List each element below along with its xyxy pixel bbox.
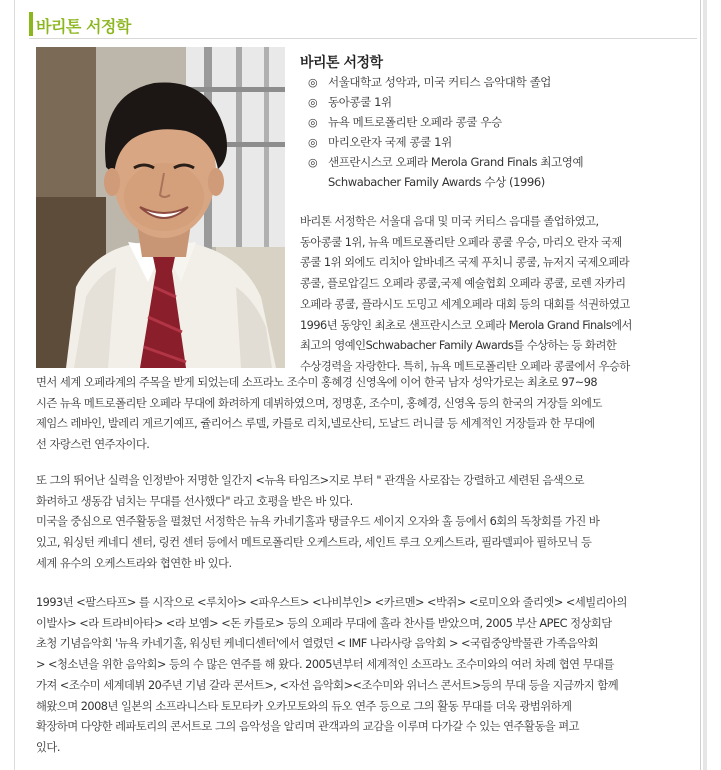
bio-line: 1993년 <팔스타프> 를 시작으로 <루치아> <파우스트> <나비부인> <카르멘> <박쥐> <로미오와 줄리엣> <세빌리아의 [36, 596, 627, 609]
bio-paragraph-2 [36, 471, 688, 575]
bio-line: 1996년 동양인 최초로 샌프란시스코 오페라 Merola Grand Finals에서 [300, 318, 632, 332]
bio-line: 제임스 레바인, 발레리 게르기예프, 쥴리어스 루델, 카를로 리치,넬로산티, 도날드 러니클 등 세계적인 거장들과 한 무대에 [36, 417, 595, 431]
credential-item: ◎ 서울대학교 성악과, 미국 커티스 음악대학 졸업 [308, 72, 583, 92]
credentials-list [308, 72, 583, 192]
bio-line: 가져 <조수미 세계데뷔 20주년 기념 갈라 콘서트>, <자선 음악회><조수미와 위너스 콘서트>등의 무대 등을 지금까지 함께 [36, 678, 619, 692]
section-title: 바리톤 서정학 [36, 17, 131, 36]
bio-line: 면서 세계 오페라계의 주목을 받게 되었는데 소프라노 조수미 홍혜경 신영옥에 이어 한국 남자 성악가로는 최초로 97~98 [36, 376, 598, 389]
bio-line: 또 그의 뛰어난 실력을 인정받아 저명한 일간지 <뉴욕 타임즈>지로 부터 " 관객을 사로잡는 강렬하고 세련된 음색으로 [36, 474, 584, 487]
bio-line: 초청 기념음악회 '뉴욕 카네기홀, 워싱턴 케네디센터'에서 열렸던 < IMF 나라사랑 음악회 > <국립중앙박물관 가족음악회 [36, 637, 599, 651]
bio-line: 최고의 영예인Schwabacher Family Awards를 수상하는 등 화려한 [300, 339, 617, 353]
profile-name: 바리톤 서정학 [300, 55, 383, 71]
bio-line: 콩쿨 1위 외에도 리치아 알바네즈 국제 푸치니 콩쿨, 뉴저지 국제오페라 [300, 256, 630, 270]
credential-item: ◎ 뉴욕 메트로폴리탄 오페라 콩쿨 우승 [308, 112, 583, 132]
bio-paragraph-3 [36, 593, 688, 759]
bio-line: > <청소년을 위한 음악회> 등의 수 많은 연주를 해 왔다. 2005년부터 세계적인 소프라노 조수미와의 여러 차례 협연 무대를 [36, 658, 614, 672]
bio-line: 있고, 워싱턴 케네디 센터, 링컨 센터 등에서 메트로폴리탄 오케스트라, 세인트 루크 오케스트라, 필라델피아 필하모닉 등 [36, 536, 592, 550]
title-divider [29, 38, 697, 39]
bio-intro [300, 212, 686, 378]
portrait-photo [36, 47, 285, 368]
bio-line: 해왔으며 2008년 일본의 소프라니스타 토모타카 오카모토와의 듀오 연주 등으로 그의 활동 무대를 더욱 광범위하게 [36, 699, 572, 713]
bio-line: 콩쿨, 플로압길드 오페라 콩쿨,국제 예술협회 오페라 콩쿨, 로렌 자카리 [300, 277, 626, 291]
bio-line: 미국을 중심으로 연주활동을 펼쳤던 서정학은 뉴욕 카네기홀과 탱글우드 세이지 오자와 홀 등에서 6회의 독창회를 가진 바 [36, 515, 600, 529]
credential-item: ◎ 동아콩쿨 1위 [308, 92, 583, 112]
bio-line: 확장하며 다양한 레파토리의 콘서트로 그의 음악성을 알리며 관객과의 교감을 이루며 다가갈 수 있는 연주활동을 펴고 [36, 720, 580, 734]
right-frame-line [700, 0, 701, 770]
bio-line: 바리톤 서정학은 서울대 음대 및 미국 커티스 음대를 졸업하였고, [300, 215, 599, 228]
bio-line: 화려하고 생동감 넘치는 무대를 선사했다" 라고 호평을 받은 바 있다. [36, 494, 353, 508]
bullet-mark-icon: ◎ [308, 156, 318, 169]
bio-line: 시즌 뉴욕 메트로폴리탄 오페라 무대에 화려하게 데뷔하였으며, 정명훈, 조수미, 홍혜경, 신영옥 등의 한국의 거장들 외에도 [36, 396, 602, 410]
bio-line: 오페라 콩쿨, 플라시도 도밍고 세계오페라 대회 등의 대회를 석권하였고 [300, 297, 630, 311]
bullet-mark-icon: ◎ [308, 76, 318, 89]
left-frame-line [14, 0, 15, 770]
credential-item: ◎ 마리오란자 국제 콩쿨 1위 [308, 132, 583, 152]
bullet-mark-icon: ◎ [308, 96, 318, 109]
bullet-mark-icon: ◎ [308, 116, 318, 129]
bio-line: 동아콩쿨 1위, 뉴욕 메트로폴리탄 오페라 콩쿨 우승, 마리오 란자 국제 [300, 235, 622, 249]
title-accent-bar [29, 12, 33, 36]
bio-line: 세계 유수의 오케스트라와 협연한 바 있다. [36, 556, 232, 570]
bio-line: 선 자랑스런 연주자이다. [36, 438, 150, 452]
bio-line: 이발사> <라 트라비아타> <라 보엠> <돈 카를로> 등의 오페라 무대에 홀라 찬사를 받았으며, 2005 부산 APEC 정상회담 [36, 616, 612, 630]
bullet-mark-icon: ◎ [308, 136, 318, 149]
credential-item: ◎ 샌프란시스코 오페라 Merola Grand Finals 최고영예 [308, 152, 583, 172]
right-frame-border [703, 0, 707, 770]
credential-continuation: Schwabacher Family Awards 수상 (1996) [328, 175, 545, 189]
bio-line: 있다. [36, 740, 60, 754]
bio-line: 수상경력을 자랑한다. 특히, 뉴욕 메트로폴리탄 오페라 콩쿨에서 우승하 [300, 359, 630, 373]
bio-intro-continued [36, 373, 688, 456]
